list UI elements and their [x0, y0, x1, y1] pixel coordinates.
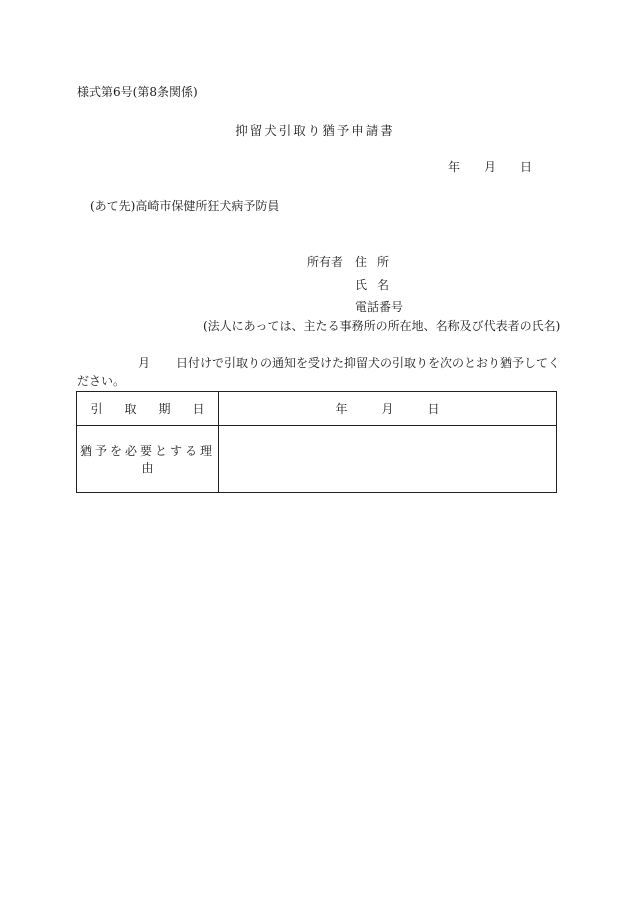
form-number: 様式第6号(第8条関係)	[77, 85, 198, 99]
table-row-pickup-date	[77, 392, 557, 426]
addressee: (あて先)高崎市保健所狂犬病予防員	[90, 199, 280, 213]
date-day-label: 日	[520, 160, 533, 174]
reason-label: 猶予を必要とする理由	[79, 444, 215, 475]
reason-field[interactable]	[219, 426, 557, 493]
corporate-note: (法人にあっては、主たる事務所の所在地、名称及び代表者の氏名)	[203, 319, 561, 333]
phone-label: 電話番号	[355, 300, 404, 314]
owner-label: 所有者	[307, 255, 344, 269]
table-row-reason	[77, 426, 557, 493]
reason-label-cell	[77, 426, 219, 493]
request-text-line1	[138, 357, 560, 369]
request-text-line2: ださい。	[77, 374, 126, 388]
pickup-day-label: 日	[427, 402, 440, 416]
address-label: 住所	[355, 255, 400, 269]
application-date	[448, 161, 532, 173]
pickup-date-label-cell	[77, 392, 227, 426]
request-month-label: 月	[138, 356, 151, 370]
request-text: 日付けで引取りの通知を受けた抑留犬の引取りを次のとおり猶予してく	[176, 356, 561, 370]
pickup-date-label: 引取期日	[90, 402, 227, 416]
pickup-date-field[interactable]	[219, 392, 557, 426]
name-label: 氏名	[355, 278, 400, 292]
date-year-label: 年	[448, 160, 461, 174]
request-form-table	[76, 391, 557, 493]
pickup-month-label: 月	[381, 402, 394, 416]
pickup-year-label: 年	[335, 402, 348, 416]
date-month-label: 月	[484, 160, 497, 174]
document-title: 抑留犬引取り猶予申請書	[235, 123, 395, 138]
